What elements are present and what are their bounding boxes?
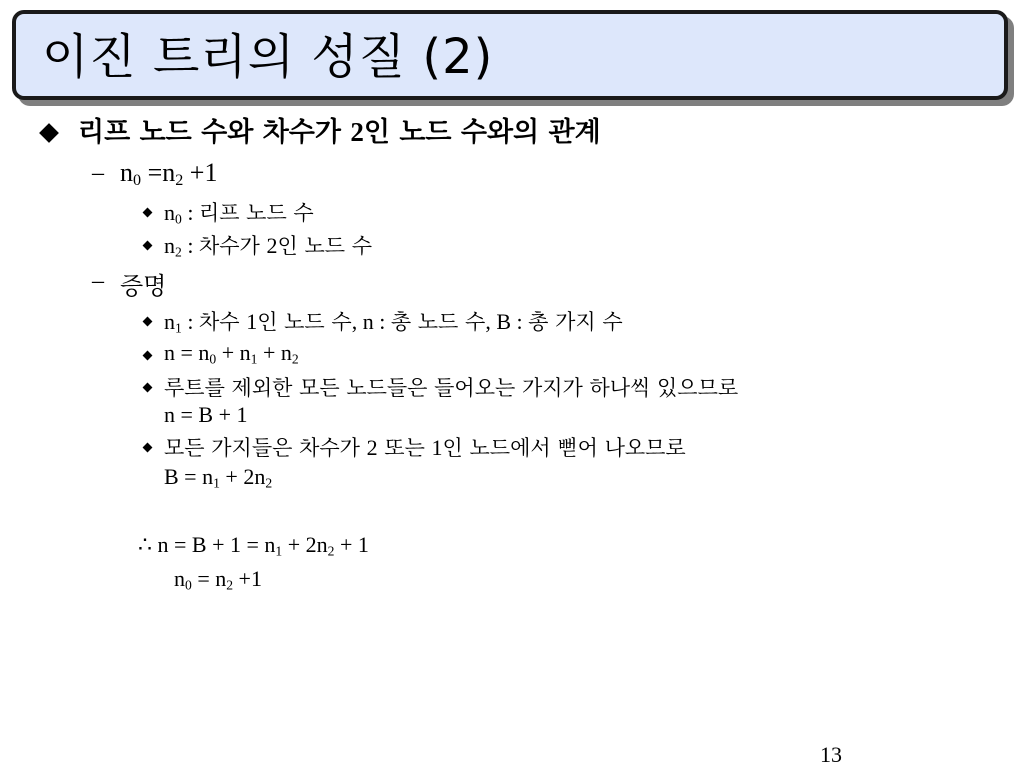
p2-sub-1: 1 [250,351,258,367]
conclusion-line-2 [174,566,262,592]
def2-sub: 2 [175,244,182,260]
heading-line [78,110,601,149]
small-diamond-bullet-icon [143,443,153,453]
proof-line-1 [164,306,623,336]
formula-line [120,158,217,188]
conclusion-line-1 [138,532,369,558]
p1-comma-1: , n : [351,309,391,334]
dash-bullet-icon: – [92,160,104,186]
p1-sep: : [181,309,199,334]
p2-b: + n [216,340,251,365]
p1-text-1: 차수 [198,310,247,334]
diamond-bullet-icon [39,123,59,143]
formula-sub-2: 2 [175,172,184,190]
small-diamond-bullet-icon [143,317,153,327]
p4-text-2: 또는 [377,436,432,460]
proof-line-3-eq [164,402,248,428]
def2-text-1: 차수가 [198,234,267,258]
small-diamond-bullet-icon [143,351,153,361]
def1-text: 리프 노드 수 [198,201,314,225]
p2-c: + n [257,340,292,365]
heading-number: 2 [350,117,364,147]
p2-sub-0: 0 [209,351,217,367]
slide-title: 이진 트리의 성질 (2) [42,29,494,85]
proof-line-2 [164,340,299,366]
dash-bullet-icon: – [92,268,104,294]
page-number: 13 [820,742,842,767]
p1-text-3: 총 노드 수 [390,310,486,334]
def1-sep: : [181,200,199,225]
formula-sub-0: 0 [133,172,142,190]
small-diamond-bullet-icon [143,241,153,251]
p1-num: 1 [246,309,258,334]
c1-a: ∴ n = B + 1 = n [138,532,276,557]
p1-text-4: 총 가지 수 [528,310,623,334]
p4-text-3: 인 노드에서 뻗어 나오므로 [442,436,686,460]
small-diamond-bullet-icon [143,208,153,218]
p4-num-1: 2 [366,435,378,460]
p4-eq-sub-2: 2 [265,475,273,491]
def1-sub: 0 [175,211,182,227]
p1-sub: 1 [175,320,182,336]
def2-var: n [164,233,175,258]
title-box [12,10,1008,100]
p4-eq-b: + 2n [219,464,266,489]
p4-num-2: 1 [431,435,443,460]
p3-text: 루트를 제외한 모든 노드들은 들어오는 가지가 하나씩 있으므로 [164,376,739,400]
c2-sub-0: 0 [185,577,192,593]
c2-sub-2: 2 [226,577,234,593]
formula-eq: =n [141,158,176,187]
p1-var: n [164,309,175,334]
p4-eq-sub-1: 1 [213,475,220,491]
formula-n: n [120,158,133,187]
p1-comma-2: , B : [485,309,529,334]
c1-c: + 1 [334,532,369,557]
heading-text-1: 리프 노드 수와 차수가 [78,117,351,148]
c1-b: + 2n [282,532,328,557]
def-line-2 [164,230,372,260]
def1-var: n [164,200,175,225]
p3-eq: n = B + 1 [164,402,248,427]
proof-label-text: 증명 [120,272,167,300]
c1-sub-1: 1 [275,543,283,559]
c1-sub-2: 2 [327,543,335,559]
def-line-1 [164,197,314,227]
def2-num: 2 [266,233,278,258]
small-diamond-bullet-icon [143,383,153,393]
proof-label [120,266,166,301]
p2-a: n = n [164,340,210,365]
p1-text-2: 인 노드 수 [257,310,352,334]
c2-c: +1 [233,566,262,591]
proof-line-4 [164,432,686,462]
p4-eq-a: B = n [164,464,214,489]
p2-sub-2: 2 [291,351,299,367]
heading-text-2: 인 노드 수와의 관계 [363,117,601,148]
c2-a: n [174,566,185,591]
c2-b: = n [191,566,227,591]
def2-text-2: 인 노드 수 [277,234,372,258]
formula-tail: +1 [183,158,218,187]
def2-sep: : [181,233,199,258]
proof-line-4-eq [164,464,272,490]
proof-line-3 [164,372,738,402]
p4-text-1: 모든 가지들은 차수가 [164,436,367,460]
